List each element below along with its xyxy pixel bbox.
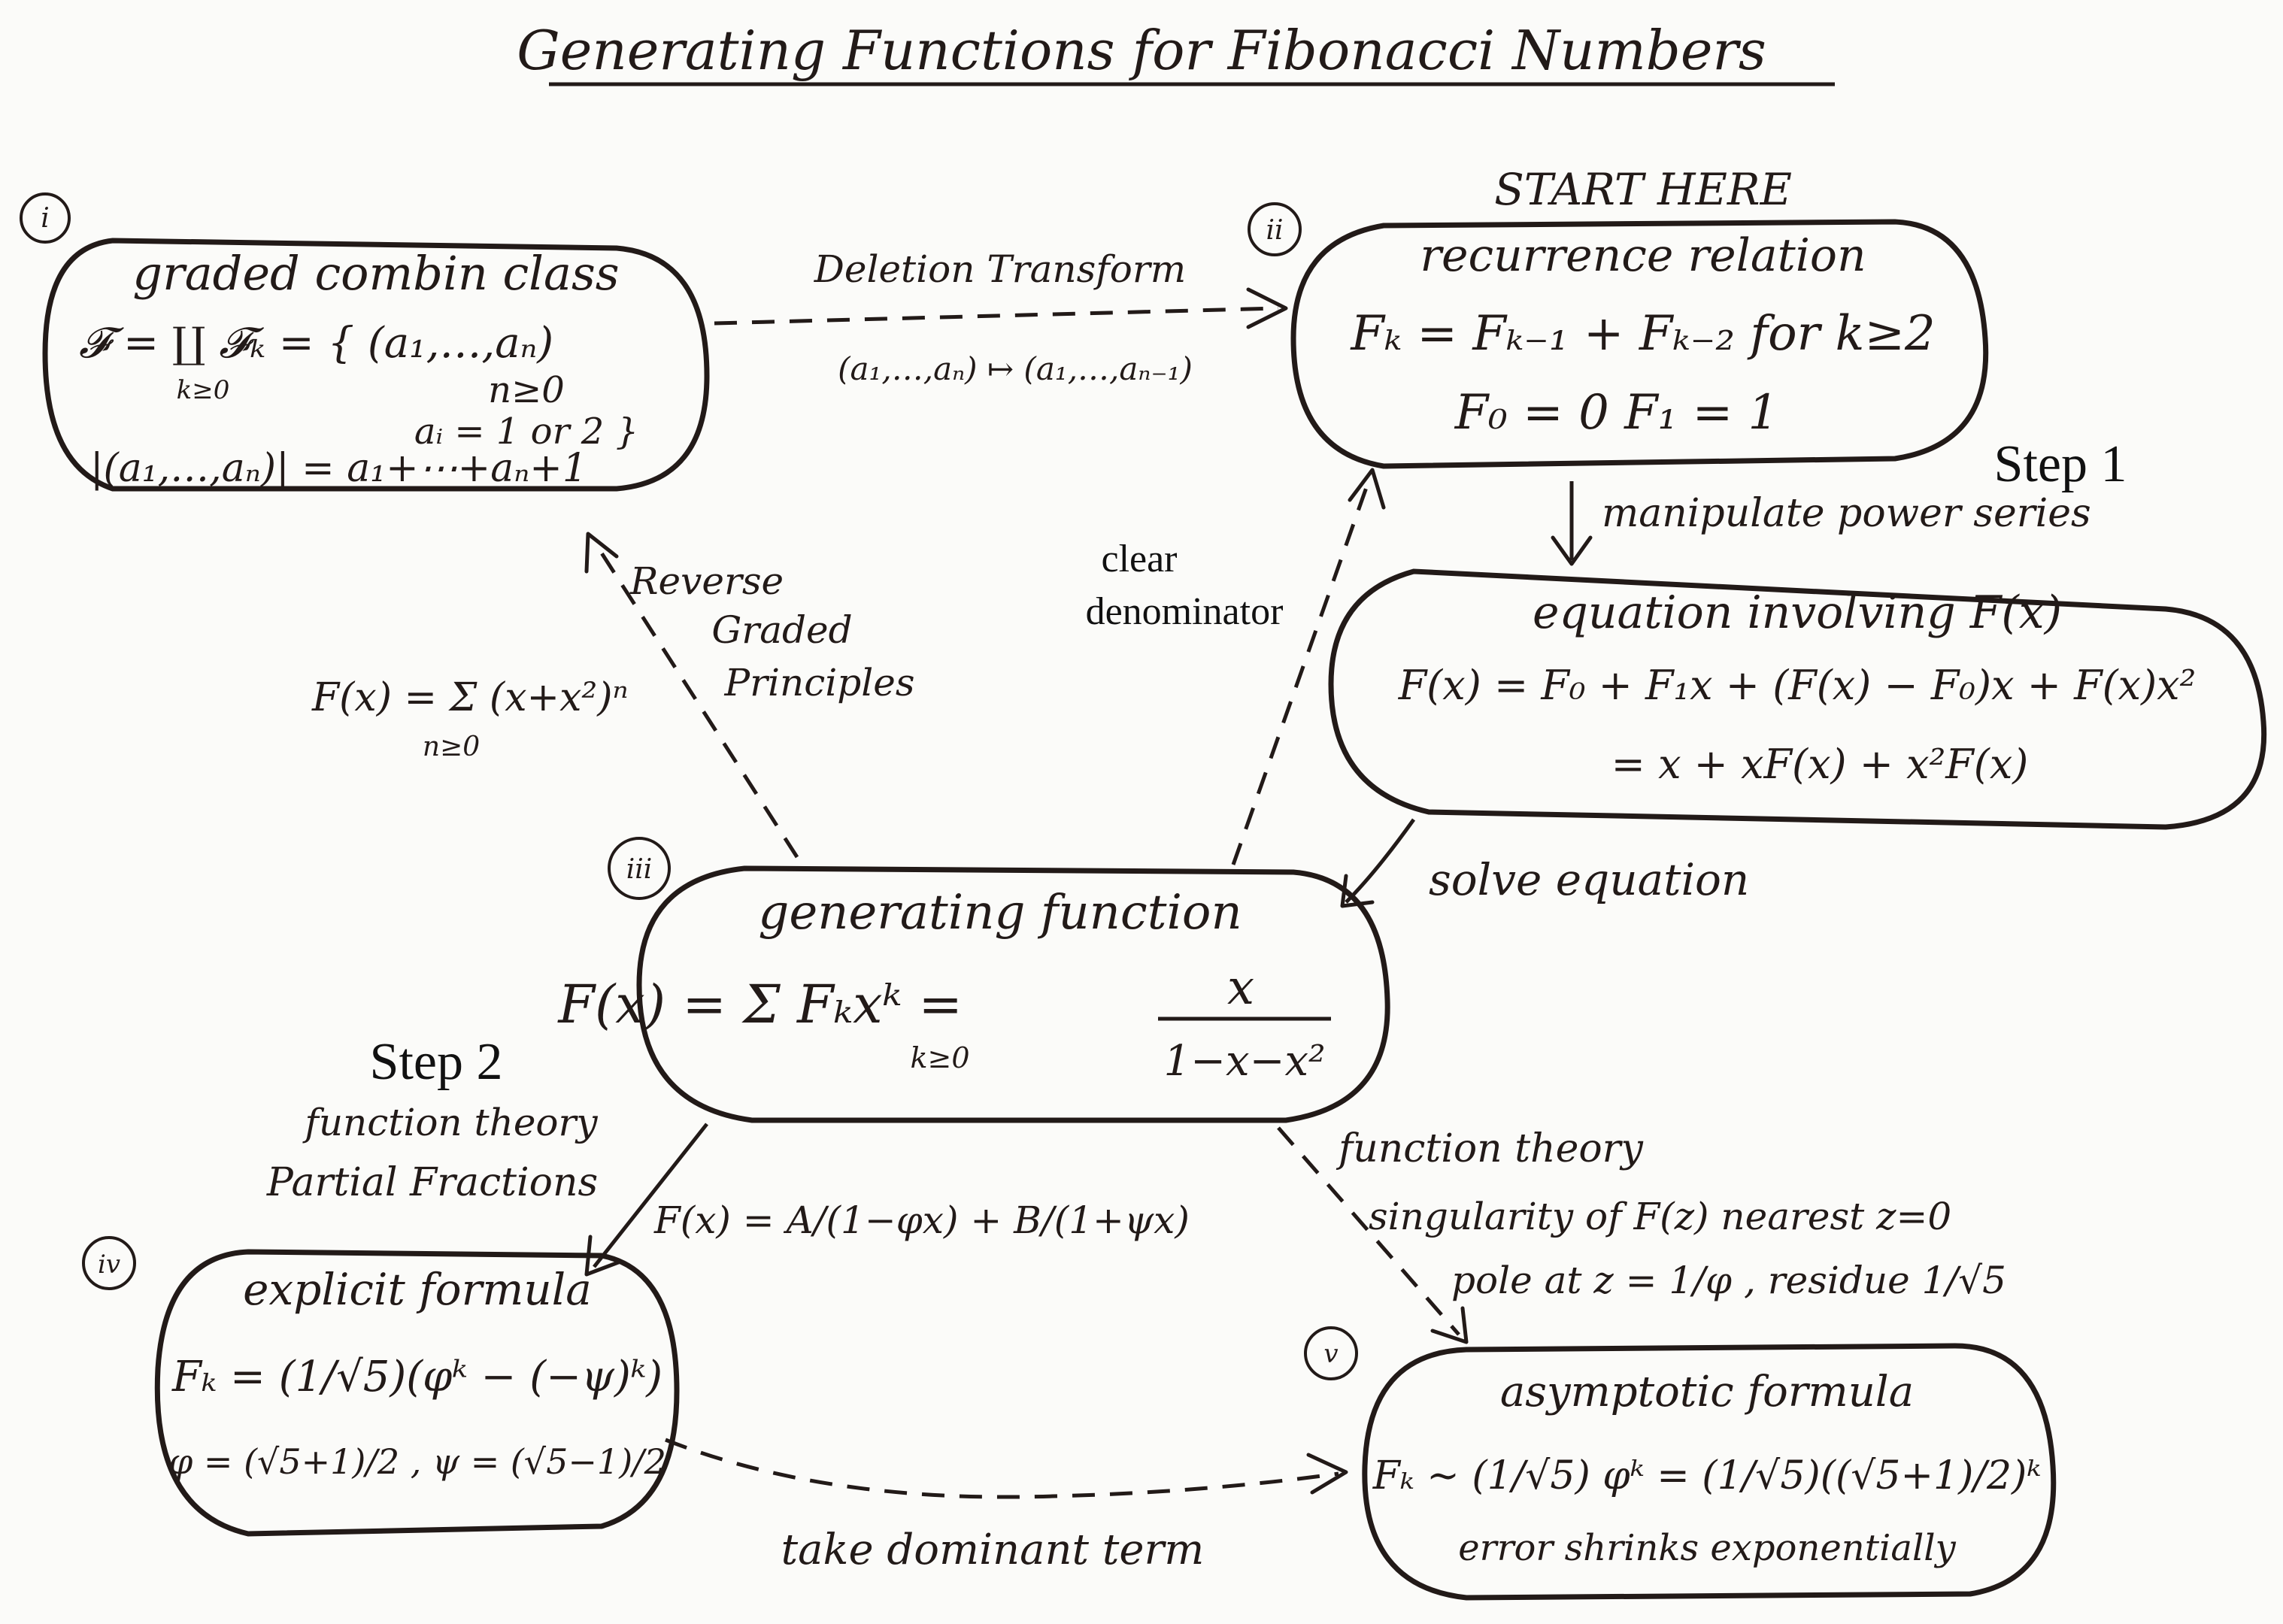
- node-ii-badge-label: ii: [1266, 215, 1284, 246]
- edge-singularity-line1: function theory: [1339, 1126, 1643, 1171]
- edge-reverse-line2: Graded: [711, 608, 853, 652]
- step2-label: Step 2: [369, 1033, 503, 1091]
- edge-reverse-graded: [311, 534, 914, 857]
- edge-manipulate-label: manipulate power series: [1602, 491, 2091, 536]
- node-iii-badge-label: iii: [626, 854, 653, 885]
- edge-clear-arrowhead: [1350, 470, 1384, 508]
- node-v-line2: error shrinks exponentially: [1458, 1527, 1956, 1569]
- node-i-line4: k≥0: [176, 375, 230, 405]
- edge-clear-line: [1233, 481, 1369, 865]
- edge-dominant-label: take dominant term: [781, 1526, 1205, 1574]
- edge-singularity-line3: pole at z = 1/φ , residue 1/√5: [1451, 1259, 2006, 1302]
- node-ii-line1: Fₖ = Fₖ₋₁ + Fₖ₋₂ for k≥2: [1351, 306, 1936, 362]
- edge-reverse-line1: Reverse: [629, 559, 784, 603]
- edge-deletion-line: [714, 308, 1278, 323]
- node-v-heading: asymptotic formula: [1499, 1368, 1915, 1416]
- node-v: [1305, 1328, 2054, 1598]
- edge-solve: [1342, 820, 1749, 906]
- edge-dominant-term: [665, 1440, 1346, 1574]
- diagram-title: Generating Functions for Fibonacci Numbers: [517, 19, 1766, 82]
- edge-deletion-label: Deletion Transform: [814, 247, 1187, 291]
- node-i-line3: aᵢ = 1 or 2 }: [414, 411, 639, 453]
- node-iv-line2: φ = (√5+1)/2 , ψ = (√5−1)/2: [168, 1441, 666, 1482]
- edge-solve-label: solve equation: [1429, 854, 1750, 905]
- node-i-badge-label: i: [41, 203, 50, 234]
- start-here-label: START HERE: [1494, 164, 1792, 215]
- node-equation-line1: F(x) = F₀ + F₁x + (F(x) − F₀)x + F(x)x²: [1398, 662, 2197, 709]
- edge-deletion-sub: (a₁,…,aₙ) ↦ (a₁,…,aₙ₋₁): [838, 350, 1193, 387]
- node-ii: [1249, 164, 1986, 466]
- edge-clear-line1: clear: [1101, 538, 1178, 580]
- node-i-line5: |(a₁,…,aₙ)| = a₁+⋯+aₙ+1: [90, 446, 587, 491]
- node-iv-line1: Fₖ = (1/√5)(φᵏ − (−ψ)ᵏ): [171, 1353, 663, 1401]
- edge-partial-formula: F(x) = A/(1−φx) + B/(1+ψx): [654, 1198, 1190, 1242]
- edge-reverse-line3: Principles: [724, 661, 915, 704]
- node-ii-heading: recurrence relation: [1420, 229, 1866, 282]
- edge-singularity-line2: singularity of F(z) nearest z=0: [1369, 1195, 1952, 1238]
- edge-partial-fractions: [266, 1101, 1190, 1274]
- node-i-line2: n≥0: [488, 369, 565, 411]
- edge-reverse-formula-sub: n≥0: [422, 732, 481, 762]
- edge-partial-line: [594, 1124, 707, 1267]
- edge-singularity: [1278, 1126, 2006, 1342]
- edge-solve-line: [1346, 820, 1414, 902]
- node-equation-heading: equation involving F(x): [1532, 586, 2063, 639]
- node-iv-heading: explicit formula: [243, 1264, 592, 1315]
- step1-label: Step 1: [1993, 435, 2127, 493]
- node-i-line1: 𝓕 = ∐ 𝓕ₖ = { (a₁,…,aₙ): [79, 319, 554, 368]
- node-iii-line1: F(x) = Σ Fₖxᵏ =: [558, 974, 963, 1035]
- node-v-badge-label: v: [1323, 1339, 1339, 1369]
- node-iii-numerator: x: [1226, 960, 1255, 1016]
- node-v-line1: Fₖ ∼ (1/√5) φᵏ = (1/√5)((√5+1)/2)ᵏ: [1372, 1453, 2042, 1498]
- node-equation: [1331, 571, 2264, 827]
- edge-manipulate: [1553, 481, 2091, 564]
- edge-clear-line2: denominator: [1085, 590, 1284, 633]
- edge-reverse-formula: F(x) = Σ (x+x²)ⁿ: [312, 675, 629, 720]
- edge-partial-line2: Partial Fractions: [266, 1160, 599, 1205]
- node-ii-line2: F₀ = 0 F₁ = 1: [1454, 385, 1779, 441]
- node-iv-badge-label: iv: [97, 1250, 121, 1280]
- edge-dominant-arrowhead: [1308, 1455, 1346, 1492]
- edge-deletion-transform: [714, 247, 1286, 387]
- node-iii-heading: generating function: [758, 885, 1242, 941]
- node-iii-denominator: 1−x−x²: [1163, 1037, 1326, 1086]
- edge-reverse-arrowhead: [587, 534, 617, 571]
- node-equation-line2: = x + xF(x) + x²F(x): [1611, 741, 2029, 788]
- edge-dominant-line: [665, 1440, 1339, 1497]
- node-iii: [556, 838, 1387, 1120]
- node-iv: [83, 1238, 677, 1534]
- node-iii-sub: k≥0: [910, 1041, 970, 1074]
- edge-partial-line1: function theory: [305, 1101, 598, 1144]
- node-i-heading: graded combin class: [132, 246, 620, 301]
- edge-singularity-arrowhead: [1433, 1308, 1466, 1342]
- node-i: [21, 194, 707, 491]
- edge-clear-denominator: [1086, 470, 1384, 865]
